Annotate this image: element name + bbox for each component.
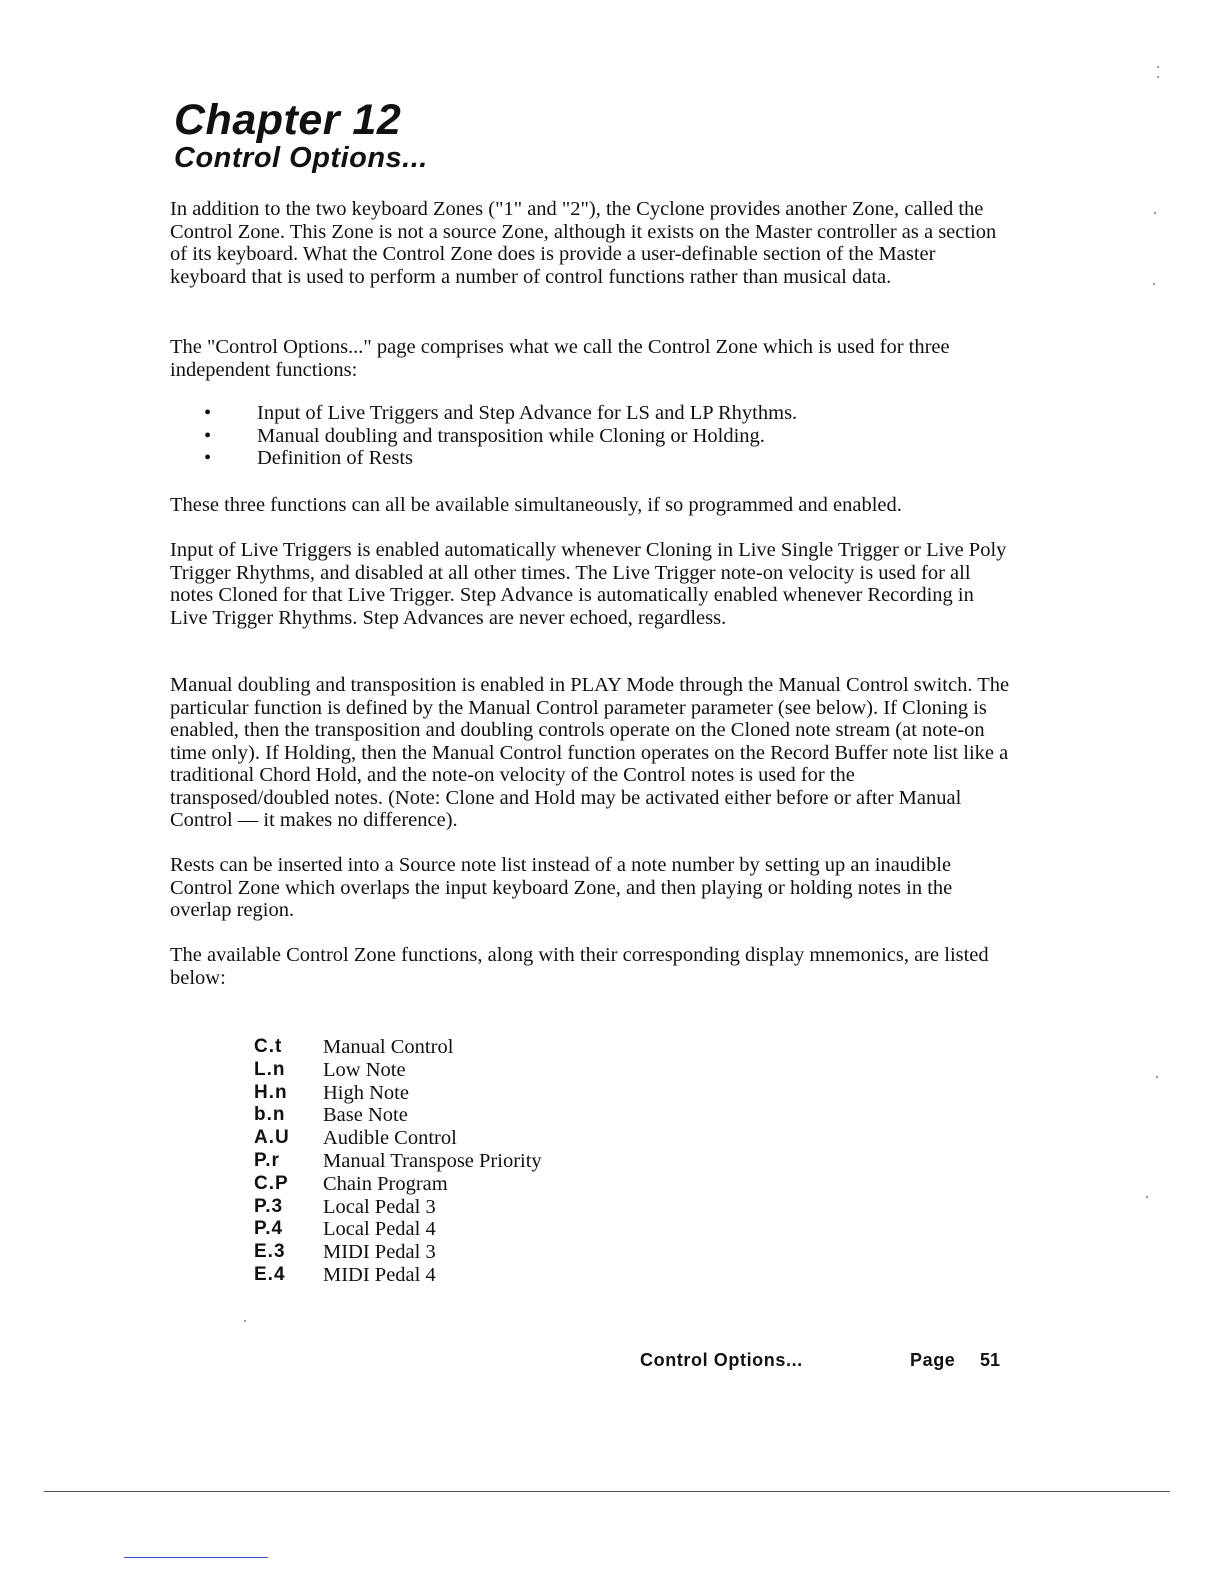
paragraph-live-triggers: Input of Live Triggers is enabled automatically whenever Cloning in Live Single Trigger or Live Poly Trigger Rhythms, and disabled at all other times. The Live Trigger note-on velocity is used for all notes Cloned for that Live Trigger. Step Advance is automatically enabled whenever Recording in Live Trigger Rhythms. Step Advances are never echoed, regardless.	[170, 539, 1007, 629]
function-code: E.3	[254, 1241, 286, 1263]
function-code: E.4	[254, 1263, 286, 1285]
function-name: Manual Transpose Priority	[323, 1149, 542, 1172]
function-code: C.P	[254, 1172, 289, 1194]
paragraph-rests: Rests can be inserted into a Source note list instead of a note number by setting up an inaudible Control Zone which overlaps the input keyboard Zone, and then playing or holding notes in the overlap region.	[170, 854, 953, 921]
function-name: MIDI Pedal 3	[323, 1241, 436, 1264]
function-name: Chain Program	[323, 1172, 448, 1195]
function-code: L.n	[254, 1058, 286, 1080]
function-code: P.3	[254, 1195, 284, 1217]
bullet-icon: •	[204, 424, 212, 447]
function-row	[254, 1196, 542, 1219]
paragraph-available-functions: The available Control Zone functions, along with their corresponding display mnemonics, are listed below:	[170, 944, 989, 989]
footer-page-label: Page	[910, 1350, 956, 1370]
function-name: Base Note	[323, 1104, 408, 1127]
chapter-title: Control Options...	[174, 142, 428, 174]
function-list	[254, 1036, 542, 1287]
list-item	[200, 425, 797, 448]
page-number: 51	[980, 1350, 1001, 1370]
function-row	[254, 1173, 542, 1196]
scan-speck	[1146, 1196, 1148, 1198]
scan-speck	[1154, 212, 1156, 214]
function-code: C.t	[254, 1036, 283, 1057]
function-row	[254, 1059, 542, 1082]
function-name: Manual Control	[323, 1036, 454, 1058]
function-code: P.4	[254, 1218, 284, 1240]
function-row	[254, 1218, 542, 1241]
function-name: MIDI Pedal 4	[323, 1263, 436, 1286]
paragraph-control-options-page: The "Control Options..." page comprises what we call the Control Zone which is used for three independent functions:	[170, 336, 950, 381]
scan-speck	[1153, 283, 1155, 285]
function-name: Low Note	[323, 1058, 406, 1081]
bottom-divider	[44, 1491, 1170, 1492]
function-row	[254, 1241, 542, 1264]
function-row	[254, 1264, 542, 1287]
function-row	[254, 1104, 542, 1127]
function-row	[254, 1127, 542, 1150]
bullet-icon: •	[204, 447, 212, 469]
function-name: Audible Control	[323, 1127, 457, 1150]
function-name: Local Pedal 4	[323, 1218, 436, 1241]
footer-section-title: Control Options...	[640, 1350, 803, 1370]
scan-speck	[1156, 1076, 1158, 1078]
function-code: P.r	[254, 1149, 280, 1171]
function-name: Local Pedal 3	[323, 1195, 436, 1218]
blue-underline-divider	[124, 1557, 268, 1558]
bullet-text: Manual doubling and transposition while Cloning or Holding.	[257, 424, 765, 447]
function-row	[254, 1036, 542, 1059]
bullet-icon: •	[204, 402, 212, 424]
function-code: b.n	[254, 1104, 286, 1126]
scan-speck	[1157, 66, 1159, 68]
chapter-number: Chapter 12	[174, 96, 402, 144]
function-row	[254, 1150, 542, 1173]
bullet-text: Definition of Rests	[257, 447, 414, 469]
function-row	[254, 1082, 542, 1105]
function-code: A.U	[254, 1127, 290, 1149]
scan-speck	[1157, 76, 1159, 78]
function-name: High Note	[323, 1081, 409, 1104]
scan-speck	[244, 1320, 246, 1322]
bullet-text: Input of Live Triggers and Step Advance for LS and LP Rhythms.	[257, 402, 798, 424]
list-item	[200, 447, 797, 470]
paragraph-manual-doubling: Manual doubling and transposition is enabled in PLAY Mode through the Manual Control switch. The particular function is defined by the Manual Control parameter parameter (see below). If Cloning is enabled, then the transposition and doubling controls operate on the Cloned note stream (at note-on time only). If Holding, then the Manual Control function operates on the Record Buffer note list like a traditional Chord Hold, and the note-on velocity of the Control notes is used for the transposed/doubled notes. (Note: Clone and Hold may be activated either before or after Manual Control — it makes no difference).	[170, 674, 1010, 831]
paragraph-simultaneous: These three functions can all be available simultaneously, if so programmed and enabled.	[170, 494, 902, 516]
paragraph-intro: In addition to the two keyboard Zones ("1" and "2"), the Cyclone provides another Zone, called the Control Zone. This Zone is not a source Zone, although it exists on the Master controller as a section of its keyboard. What the Control Zone does is provide a user-definable section of the Master keyboard that is used to perform a number of control functions rather than musical data.	[170, 198, 997, 288]
list-item	[200, 402, 797, 425]
bullet-list	[200, 402, 797, 470]
function-code: H.n	[254, 1081, 288, 1103]
